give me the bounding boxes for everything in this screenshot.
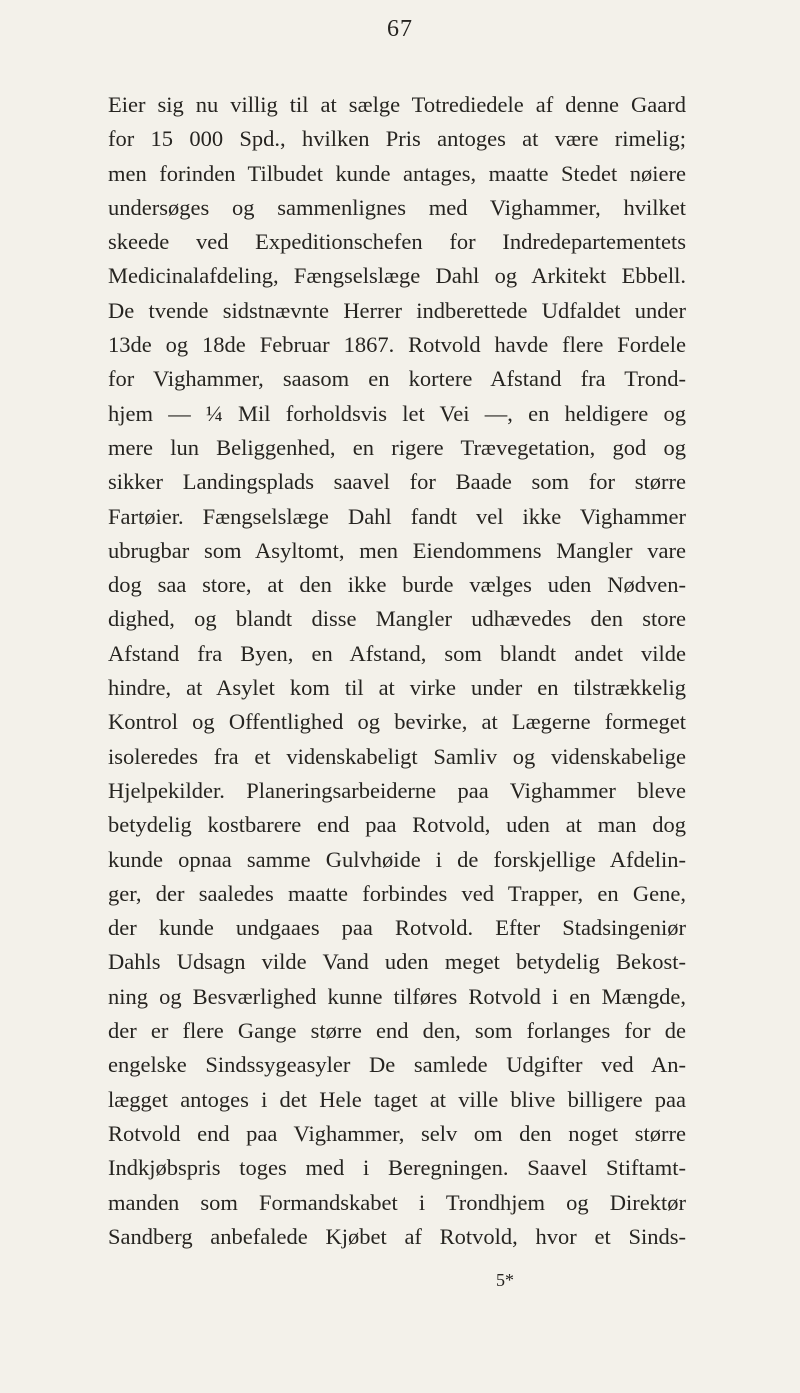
text-line: engelske Sindssygeasyler De samlede Udgifter ved An- — [108, 1052, 686, 1078]
text-line: lægget antoges i det Hele taget at ville blive billigere paa — [108, 1086, 686, 1112]
text-line: ubrugbar som Asyltomt, men Eiendommens Mangler vare — [108, 537, 686, 563]
text-line: ger, der saaledes maatte forbindes ved Trapper, en Gene, — [108, 880, 686, 906]
text-line: Kontrol og Offentlighed og bevirke, at Lægerne formeget — [108, 709, 686, 735]
text-line: for Vighammer, saasom en kortere Afstand fra Trond- — [108, 366, 686, 392]
text-line: sikker Landingsplads saavel for Baade som for større — [108, 469, 686, 495]
text-line: kunde opnaa samme Gulvhøide i de forskjellige Afdelin- — [108, 846, 686, 872]
text-line: isoleredes fra et videnskabeligt Samliv og videnskabelige — [108, 743, 686, 769]
text-line: 13de og 18de Februar 1867. Rotvold havde flere Fordele — [108, 332, 686, 358]
text-line: dighed, og blandt disse Mangler udhævedes den store — [108, 606, 686, 632]
text-line: betydelig kostbarere end paa Rotvold, uden at man dog — [108, 812, 686, 838]
text-line: undersøges og sammenlignes med Vighammer, hvilket — [108, 194, 686, 220]
text-line: Fartøier. Fængselslæge Dahl fandt vel ikke Vighammer — [108, 503, 686, 529]
text-line: De tvende sidstnævnte Herrer indberettede Udfaldet under — [108, 297, 686, 323]
text-line: ning og Besværlighed kunne tilføres Rotvold i en Mængde, — [108, 983, 686, 1009]
text-line: for 15 000 Spd., hvilken Pris antoges at være rimelig; — [108, 126, 686, 152]
text-line: manden som Formandskabet i Trondhjem og Direktør — [108, 1189, 686, 1215]
text-line: Rotvold end paa Vighammer, selv om den noget større — [108, 1120, 686, 1146]
text-line: Sandberg anbefalede Kjøbet af Rotvold, hvor et Sinds- — [108, 1223, 686, 1249]
text-line: skeede ved Expeditionschefen for Indredepartementets — [108, 229, 686, 255]
text-line: men forinden Tilbudet kunde antages, maatte Stedet nøiere — [108, 160, 686, 186]
text-line: Medicinalafdeling, Fængselslæge Dahl og Arkitekt Ebbell. — [108, 263, 686, 289]
text-line: Dahls Udsagn vilde Vand uden meget betydelig Bekost- — [108, 949, 686, 975]
text-line: Eier sig nu villig til at sælge Totrediedele af denne Gaard — [108, 92, 686, 117]
text-line: der er flere Gange større end den, som forlanges for de — [108, 1018, 686, 1044]
signature-mark: 5* — [496, 1270, 514, 1290]
text-line: dog saa store, at den ikke burde vælges uden Nødven- — [108, 572, 686, 598]
text-line: Afstand fra Byen, en Afstand, som blandt andet vilde — [108, 640, 686, 666]
text-line: mere lun Beliggenhed, en rigere Trævegetation, god og — [108, 434, 686, 460]
text-line: Indkjøbspris toges med i Beregningen. Saavel Stiftamt- — [108, 1155, 686, 1181]
text-line: hindre, at Asylet kom til at virke under en tilstrækkelig — [108, 675, 686, 701]
body-text — [108, 88, 686, 1254]
text-line: hjem — ¼ Mil forholdsvis let Vei —, en heldigere og — [108, 400, 686, 426]
text-line: der kunde undgaaes paa Rotvold. Efter Stadsingeniør — [108, 915, 686, 941]
page-number: 67 — [387, 16, 413, 42]
text-line: Hjelpekilder. Planeringsarbeiderne paa Vighammer bleve — [108, 777, 686, 803]
